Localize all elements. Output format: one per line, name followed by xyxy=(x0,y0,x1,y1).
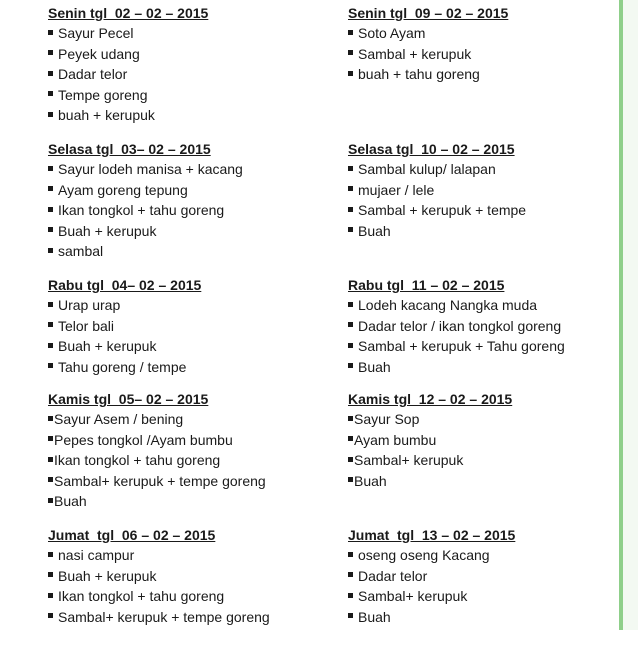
menu-item-text: Tempe goreng xyxy=(58,86,148,103)
menu-item-text: Sambal+ kerupuk + tempe goreng xyxy=(54,472,266,489)
menu-item xyxy=(348,336,628,357)
menu-item xyxy=(348,430,628,451)
day-title: Jumat tgl 13 – 02 – 2015 xyxy=(348,527,516,543)
menu-item xyxy=(348,295,628,316)
day-title: Senin tgl 02 – 02 – 2015 xyxy=(48,5,209,21)
bullet-icon xyxy=(348,572,353,577)
bullet-icon xyxy=(48,227,53,232)
menu-item xyxy=(48,409,328,430)
menu-item xyxy=(348,44,628,65)
bullet-icon xyxy=(348,416,353,421)
menu-item xyxy=(348,450,628,471)
menu-item xyxy=(48,64,328,85)
menu-item-text: Sambal + kerupuk + Tahu goreng xyxy=(358,338,565,354)
bullet-icon xyxy=(348,71,353,76)
menu-list xyxy=(348,23,628,85)
bullet-icon xyxy=(48,207,53,212)
menu-item-text: Sayur Asem / bening xyxy=(54,411,184,427)
bullet-icon xyxy=(348,207,353,212)
bullet-icon xyxy=(348,302,353,307)
menu-item xyxy=(48,471,328,492)
right-column xyxy=(348,3,628,645)
menu-item-text: Ayam goreng tepung xyxy=(58,181,188,198)
menu-item-text: Buah xyxy=(358,358,391,375)
menu-item-text: Urap urap xyxy=(58,297,121,313)
bullet-icon xyxy=(48,71,53,76)
menu-item-text: nasi campur xyxy=(58,547,135,563)
menu-item xyxy=(348,23,628,44)
bullet-icon xyxy=(348,593,353,598)
bullet-icon xyxy=(348,457,353,462)
bullet-icon xyxy=(348,613,353,618)
menu-item xyxy=(348,64,628,85)
menu-item xyxy=(48,295,328,316)
bullet-icon xyxy=(48,477,53,482)
menu-list xyxy=(48,159,328,262)
bullet-icon xyxy=(348,50,353,55)
day-section xyxy=(48,525,328,645)
menu-item-text: Sambal kulup/ lalapan xyxy=(358,161,496,177)
day-section xyxy=(348,525,628,645)
menu-item-text: Ayam bumbu xyxy=(354,431,437,448)
menu-item xyxy=(48,200,328,221)
menu-item xyxy=(48,430,328,451)
bullet-icon xyxy=(48,302,53,307)
menu-item-text: Ikan tongkol + tahu goreng xyxy=(58,588,225,604)
bullet-icon xyxy=(348,186,353,191)
menu-item-text: Ikan tongkol + tahu goreng xyxy=(54,452,221,468)
bullet-icon xyxy=(48,552,53,557)
menu-list xyxy=(48,23,328,126)
menu-item-text: Sambal+ kerupuk + tempe goreng xyxy=(58,608,270,625)
day-title: Jumat tgl 06 – 02 – 2015 xyxy=(48,527,216,543)
day-section xyxy=(348,139,628,275)
menu-list xyxy=(48,295,328,377)
day-title: Selasa tgl 10 – 02 – 2015 xyxy=(348,141,515,157)
menu-item-text: mujaer / lele xyxy=(358,181,435,198)
bullet-icon xyxy=(48,498,53,503)
menu-item xyxy=(48,221,328,242)
menu-item-text: Buah + kerupuk xyxy=(58,567,157,584)
left-column xyxy=(48,3,328,645)
bullet-icon xyxy=(48,112,53,117)
day-section xyxy=(48,3,328,139)
bullet-icon xyxy=(48,50,53,55)
bullet-icon xyxy=(348,322,353,327)
menu-item-text: Sambal + kerupuk + tempe xyxy=(358,202,527,218)
bullet-icon xyxy=(48,166,53,171)
day-title: Selasa tgl 03– 02 – 2015 xyxy=(48,141,211,157)
menu-item xyxy=(48,586,328,607)
day-title: Rabu tgl 04– 02 – 2015 xyxy=(48,277,202,293)
menu-item-text: Buah xyxy=(54,493,87,509)
menu-item xyxy=(48,491,328,512)
menu-item-text: Peyek udang xyxy=(58,45,140,62)
menu-list xyxy=(348,545,628,627)
bullet-icon xyxy=(348,477,353,482)
bullet-icon xyxy=(48,248,53,253)
day-title: Kamis tgl 12 – 02 – 2015 xyxy=(348,391,513,407)
menu-item-text: Dadar telor / ikan tongkol goreng xyxy=(358,317,562,334)
bullet-icon xyxy=(48,416,53,421)
bullet-icon xyxy=(48,613,53,618)
menu-item xyxy=(48,566,328,587)
menu-item-text: Dadar telor xyxy=(58,66,128,82)
menu-item-text: Telor bali xyxy=(58,317,115,334)
day-title: Kamis tgl 05– 02 – 2015 xyxy=(48,391,209,407)
menu-item-text: Dadar telor xyxy=(358,567,428,584)
menu-item-text: Buah xyxy=(354,472,387,489)
menu-item-text: buah + kerupuk xyxy=(58,107,155,123)
menu-item xyxy=(48,105,328,126)
menu-item xyxy=(48,180,328,201)
menu-item xyxy=(348,221,628,242)
menu-item-text: Ikan tongkol + tahu goreng xyxy=(58,202,225,218)
menu-item xyxy=(48,316,328,337)
menu-item-text: Buah xyxy=(358,608,391,625)
day-title: Rabu tgl 11 – 02 – 2015 xyxy=(348,277,505,293)
menu-item xyxy=(48,241,328,262)
menu-item xyxy=(48,85,328,106)
menu-item xyxy=(48,336,328,357)
menu-item xyxy=(348,471,628,492)
bullet-icon xyxy=(348,552,353,557)
bullet-icon xyxy=(348,363,353,368)
menu-item xyxy=(48,607,328,628)
bullet-icon xyxy=(48,343,53,348)
bullet-icon xyxy=(48,457,53,462)
day-section xyxy=(48,139,328,275)
bullet-icon xyxy=(48,436,53,441)
menu-item-text: Soto Ayam xyxy=(358,25,426,41)
menu-item-text: Pepes tongkol /Ayam bumbu xyxy=(54,431,233,448)
menu-item-text: buah + tahu goreng xyxy=(358,66,480,82)
menu-item xyxy=(48,357,328,378)
menu-item xyxy=(348,316,628,337)
menu-item xyxy=(48,44,328,65)
menu-item xyxy=(348,357,628,378)
menu-item xyxy=(348,200,628,221)
day-section xyxy=(48,389,328,525)
menu-item-text: Tahu goreng / tempe xyxy=(58,358,187,375)
bullet-icon xyxy=(348,30,353,35)
bullet-icon xyxy=(48,91,53,96)
menu-item xyxy=(348,545,628,566)
menu-item-text: Sayur Pecel xyxy=(58,25,134,41)
menu-item-text: Sambal + kerupuk xyxy=(358,45,472,62)
day-title: Senin tgl 09 – 02 – 2015 xyxy=(348,5,509,21)
menu-item-text: Sayur Sop xyxy=(354,411,420,427)
menu-item xyxy=(48,450,328,471)
menu-list xyxy=(48,545,328,627)
bullet-icon xyxy=(48,186,53,191)
bullet-icon xyxy=(348,166,353,171)
menu-item-text: Sayur lodeh manisa + kacang xyxy=(58,161,243,177)
menu-item xyxy=(48,159,328,180)
bullet-icon xyxy=(348,436,353,441)
menu-list xyxy=(48,409,328,512)
menu-item-text: Sambal+ kerupuk xyxy=(358,588,468,604)
menu-item-text: Lodeh kacang Nangka muda xyxy=(358,297,538,313)
menu-item-text: sambal xyxy=(58,243,104,259)
bullet-icon xyxy=(48,572,53,577)
menu-item xyxy=(348,586,628,607)
menu-list xyxy=(348,409,628,491)
menu-item xyxy=(348,566,628,587)
menu-item xyxy=(348,180,628,201)
menu-item-text: Buah + kerupuk xyxy=(58,338,157,354)
bullet-icon xyxy=(348,343,353,348)
menu-item-text: Buah xyxy=(358,222,391,239)
bullet-icon xyxy=(48,30,53,35)
day-section xyxy=(348,275,628,389)
menu-item-text: Sambal+ kerupuk xyxy=(354,452,464,468)
bullet-icon xyxy=(348,227,353,232)
bullet-icon xyxy=(48,363,53,368)
menu-list xyxy=(348,295,628,377)
menu-item xyxy=(48,23,328,44)
menu-item-text: oseng oseng Kacang xyxy=(358,547,490,563)
bullet-icon xyxy=(48,322,53,327)
menu-item xyxy=(48,545,328,566)
day-section xyxy=(48,275,328,389)
menu-item-text: Buah + kerupuk xyxy=(58,222,157,239)
day-section xyxy=(348,3,628,139)
menu-item xyxy=(348,409,628,430)
bullet-icon xyxy=(48,593,53,598)
day-section xyxy=(348,389,628,525)
menu-list xyxy=(348,159,628,241)
menu-item xyxy=(348,607,628,628)
menu-item xyxy=(348,159,628,180)
